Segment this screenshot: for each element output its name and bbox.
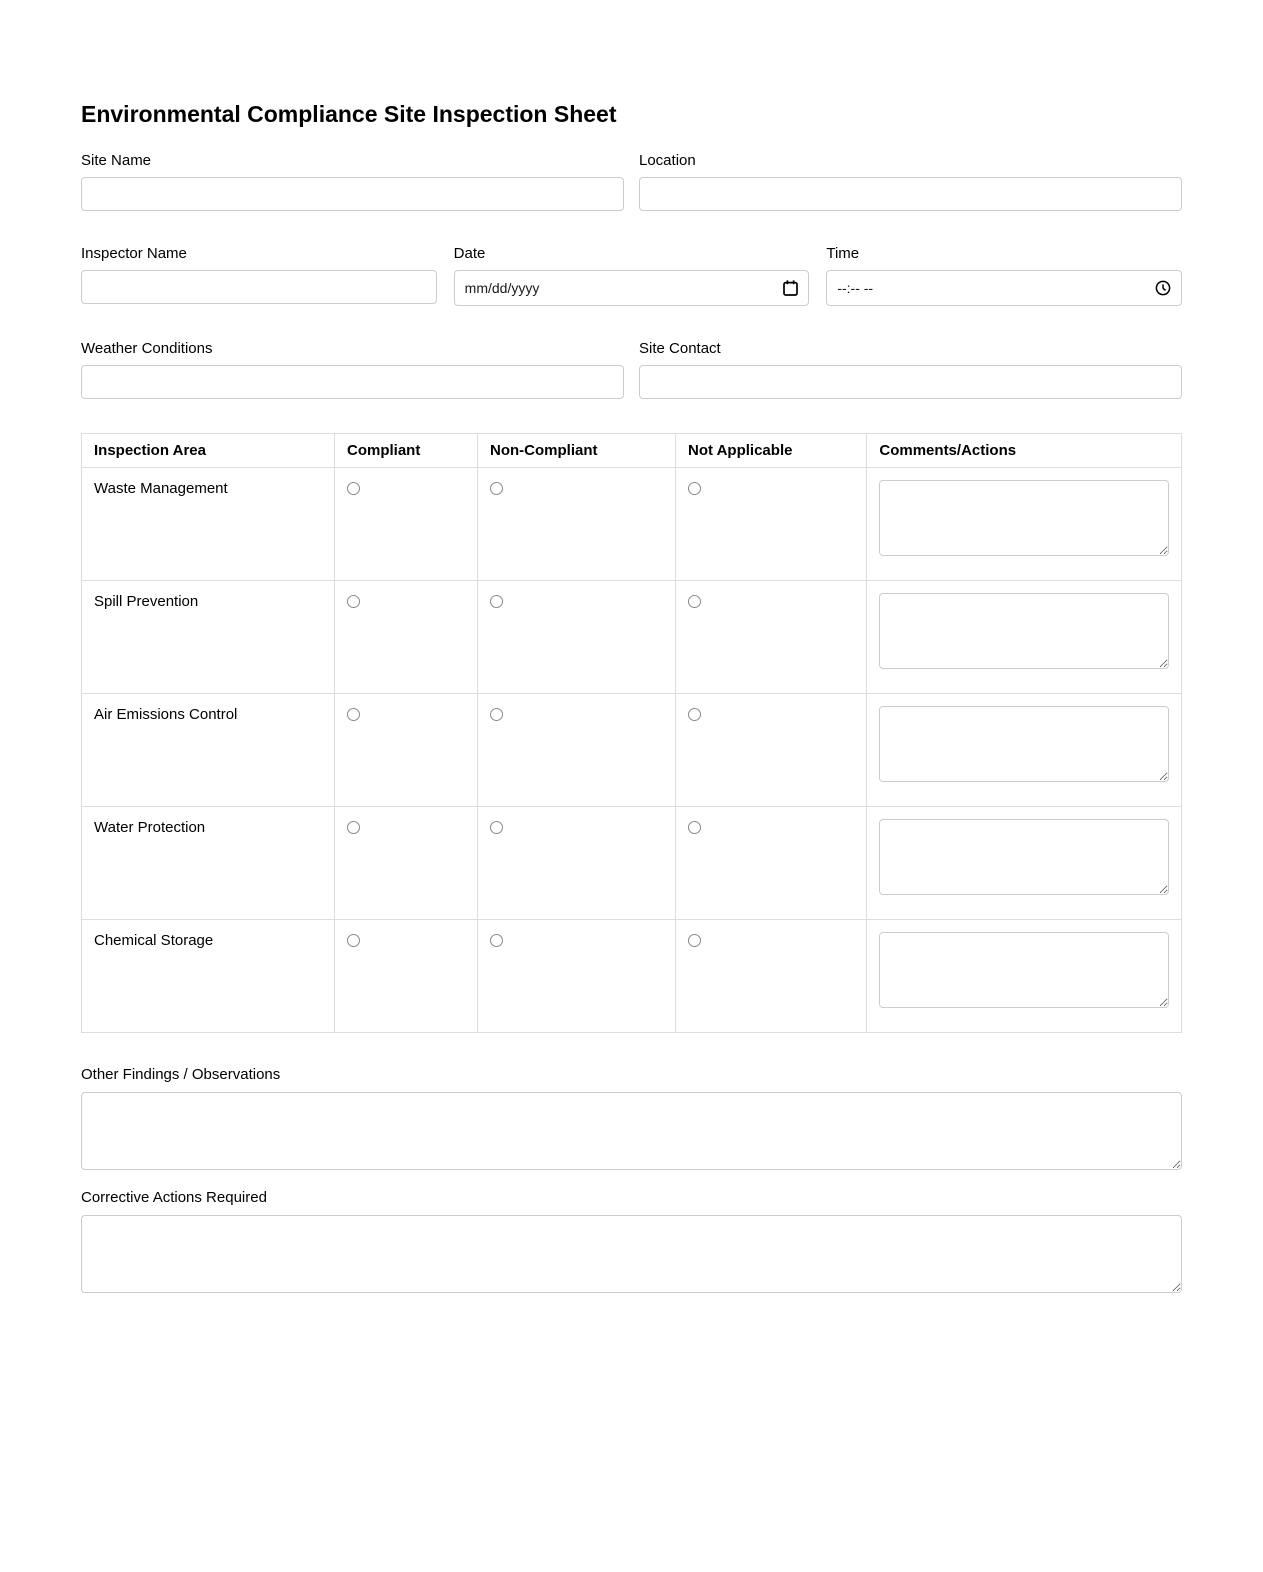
location-field — [639, 152, 1182, 211]
site-contact-input[interactable] — [639, 365, 1182, 399]
non-compliant-radio[interactable] — [490, 708, 503, 721]
not-applicable-radio[interactable] — [688, 708, 701, 721]
non-compliant-radio[interactable] — [490, 934, 503, 947]
site-contact-field — [639, 340, 1182, 399]
inspector-name-label: Inspector Name — [81, 245, 187, 262]
corrective-actions-label: Corrective Actions Required — [81, 1189, 267, 1206]
form-row-site — [81, 152, 1182, 211]
header-compliant: Compliant — [335, 434, 478, 468]
form-row-inspector — [81, 245, 1182, 306]
area-label: Spill Prevention — [82, 581, 335, 694]
compliant-radio[interactable] — [347, 708, 360, 721]
location-label: Location — [639, 152, 696, 169]
non-compliant-radio[interactable] — [490, 482, 503, 495]
area-label: Air Emissions Control — [82, 694, 335, 807]
form-row-weather — [81, 340, 1182, 399]
compliant-radio[interactable] — [347, 595, 360, 608]
table-row — [82, 807, 1182, 920]
comments-textarea[interactable] — [879, 593, 1169, 669]
non-compliant-radio[interactable] — [490, 821, 503, 834]
site-name-input[interactable] — [81, 177, 624, 211]
time-label: Time — [826, 245, 860, 262]
other-findings-field — [81, 1066, 1182, 1170]
area-label: Waste Management — [82, 468, 335, 581]
time-field — [826, 245, 1182, 306]
date-field — [454, 245, 810, 306]
header-not-applicable: Not Applicable — [676, 434, 867, 468]
compliant-radio[interactable] — [347, 821, 360, 834]
weather-conditions-input[interactable] — [81, 365, 624, 399]
not-applicable-radio[interactable] — [688, 482, 701, 495]
page-title: Environmental Compliance Site Inspection Sheet — [81, 101, 617, 127]
other-findings-textarea[interactable] — [81, 1092, 1182, 1170]
area-label: Chemical Storage — [82, 920, 335, 1033]
compliant-radio[interactable] — [347, 482, 360, 495]
time-input[interactable] — [826, 270, 1182, 306]
table-row — [82, 920, 1182, 1033]
compliant-radio[interactable] — [347, 934, 360, 947]
date-input[interactable] — [454, 270, 810, 306]
comments-textarea[interactable] — [879, 932, 1169, 1008]
inspector-name-input[interactable] — [81, 270, 437, 304]
non-compliant-radio[interactable] — [490, 595, 503, 608]
not-applicable-radio[interactable] — [688, 595, 701, 608]
date-label: Date — [453, 245, 486, 262]
header-comments-actions: Comments/Actions — [867, 434, 1182, 468]
area-label: Water Protection — [82, 807, 335, 920]
site-contact-label: Site Contact — [639, 340, 721, 357]
location-input[interactable] — [639, 177, 1182, 211]
comments-textarea[interactable] — [879, 480, 1169, 556]
comments-textarea[interactable] — [879, 819, 1169, 895]
other-findings-label: Other Findings / Observations — [81, 1066, 281, 1083]
not-applicable-radio[interactable] — [688, 934, 701, 947]
header-inspection-area: Inspection Area — [82, 434, 335, 468]
header-non-compliant: Non-Compliant — [478, 434, 676, 468]
corrective-actions-field — [81, 1189, 1182, 1293]
not-applicable-radio[interactable] — [688, 821, 701, 834]
corrective-actions-textarea[interactable] — [81, 1215, 1182, 1293]
inspector-name-field — [81, 245, 437, 306]
site-name-field — [81, 152, 624, 211]
table-row — [82, 468, 1182, 581]
site-name-label: Site Name — [81, 152, 152, 169]
inspection-table — [81, 433, 1182, 1033]
table-row — [82, 581, 1182, 694]
weather-conditions-label: Weather Conditions — [81, 340, 213, 357]
weather-conditions-field — [81, 340, 624, 399]
table-header-row — [82, 434, 1182, 468]
table-row — [82, 694, 1182, 807]
comments-textarea[interactable] — [879, 706, 1169, 782]
